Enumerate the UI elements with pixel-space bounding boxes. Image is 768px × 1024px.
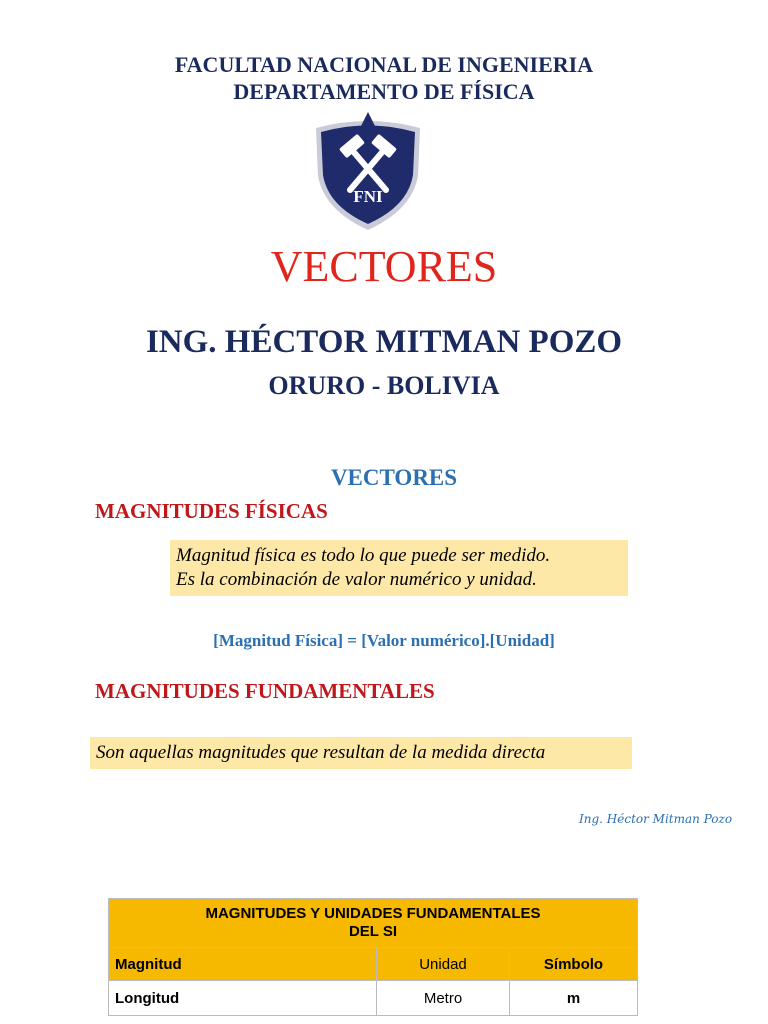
section-title: VECTORES [330,465,458,490]
header-magnitud: Magnitud [109,948,377,981]
si-units-table [108,898,638,1016]
header-simbolo: Símbolo [510,948,638,981]
definition-line-2: Es la combinación de valor numérico y unidad. [176,569,537,590]
row-simbolo: m [510,981,638,1016]
row-unidad: Metro [377,981,510,1016]
magnitude-formula: [Magnitud Física] = [Valor numérico].[Unidad] [213,631,555,650]
magnitud-fisica-definition [170,540,628,596]
fni-logo [312,106,424,234]
table-title-line-1: MAGNITUDES Y UNIDADES FUNDAMENTALES [205,905,541,922]
document-title: VECTORES [270,242,498,291]
magnitudes-fisicas-heading: MAGNITUDES FÍSICAS [95,499,328,523]
location: ORURO - BOLIVIA [268,371,500,400]
row-magnitud: Longitud [109,981,377,1016]
faculty-name: FACULTAD NACIONAL DE INGENIERIA [174,52,594,77]
table-header-row [109,948,638,981]
table-row [109,981,638,1016]
department-name: DEPARTAMENTO DE FÍSICA [233,79,535,104]
table-title-row [109,899,638,948]
header-unidad: Unidad [377,948,510,981]
definition-line-1: Magnitud física es todo lo que puede ser medido. [176,545,551,566]
crossed-hammers-shield-icon [312,106,424,234]
author-signature: Ing. Héctor Mitman Pozo [579,812,733,826]
table-title [109,899,638,948]
magnitud-fundamental-definition: Son aquellas magnitudes que resultan de la medida directa [90,737,632,769]
author-name: ING. HÉCTOR MITMAN POZO [145,324,623,360]
magnitudes-fundamentales-heading: MAGNITUDES FUNDAMENTALES [95,679,435,703]
table-title-line-2: DEL SI [348,923,398,940]
logo-text: FNI [353,187,383,206]
